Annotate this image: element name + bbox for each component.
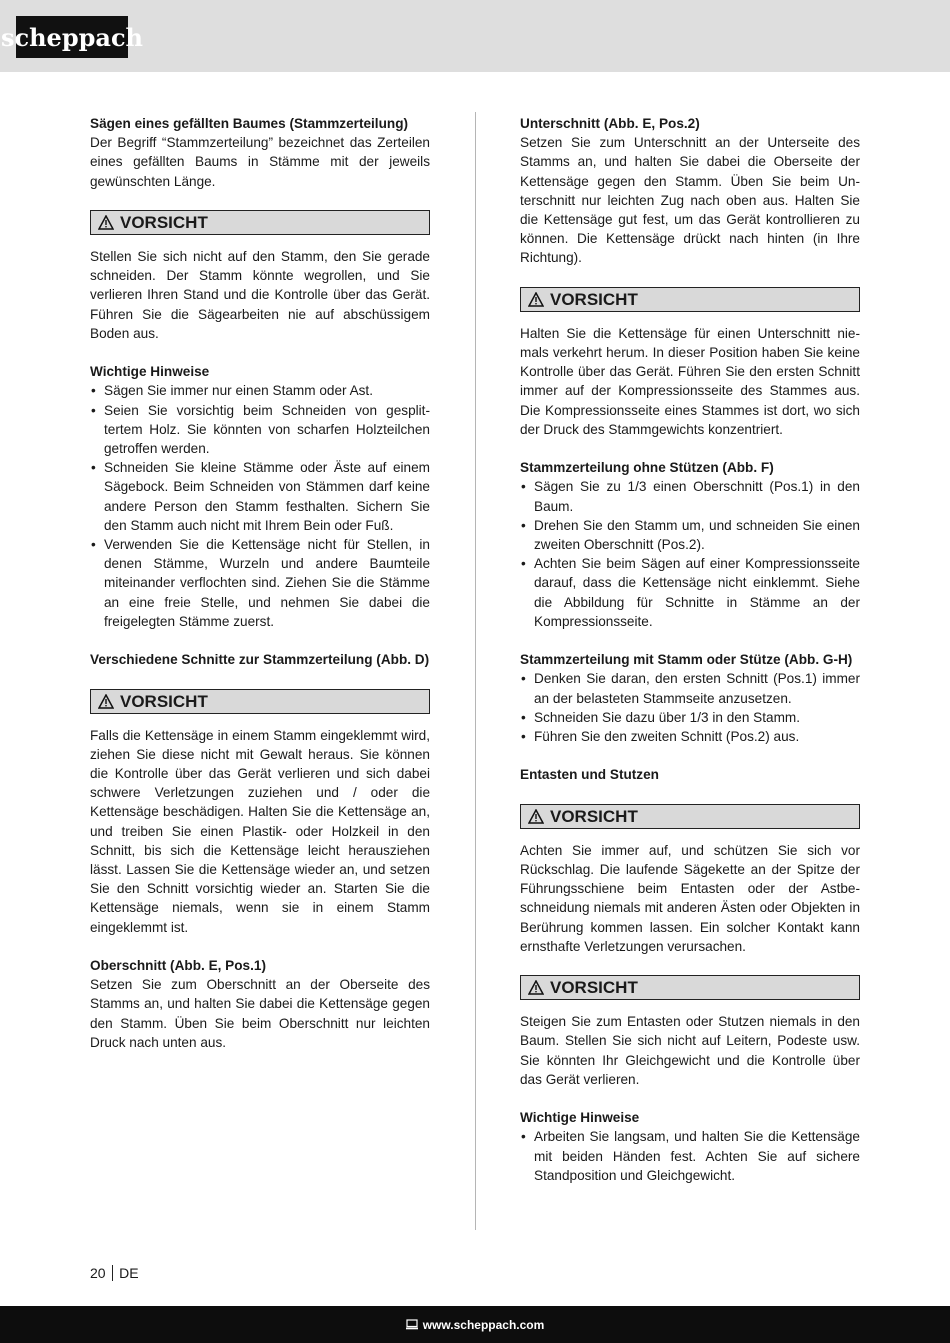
hinweise-title-right: Wichtige Hinweise xyxy=(520,1110,640,1126)
warning-icon xyxy=(528,980,544,995)
warning-text-3: Halten Sie die Kettensäge für einen Unterschnitt niemals verkehrt herum. In dieser Position haben Sie keine Kontrolle über das Gerät. Führen Sie den ersten Schnitt immer auf der Kompressionsseite des Stammes aus. Die Kompressionsseite eines Stammes ist dort, wo sich der Druck des Stammgewichts konzentriert. xyxy=(520,325,860,437)
page-separator xyxy=(112,1265,114,1281)
column-divider xyxy=(475,112,476,1230)
section-title-ohne-stuetzen: Stammzerteilung ohne Stützen (Abb. F) xyxy=(520,460,774,476)
warning-box-4 xyxy=(520,804,860,829)
page-number xyxy=(90,1265,139,1281)
warning-text-1: Stellen Sie sich nicht auf den Stamm, den Sie gerade schneiden. Der Stamm könnte wegrollen, und Sie verlieren Ihren Stand und die Kontrolle über das Gerät. Führen Sie die Sägearbeiten nie auf abschüssigem Boden aus. xyxy=(90,249,430,341)
ohne-stuetzen-list xyxy=(520,477,860,631)
list-item: • Sägen Sie immer nur einen Stamm oder Ast. xyxy=(90,381,430,400)
brand-logo: scheppach xyxy=(16,16,128,58)
list-item: • Führen Sie den zweiten Schnitt (Pos.2) aus. xyxy=(520,727,860,746)
warning-icon xyxy=(98,215,114,230)
footer-bar xyxy=(0,1306,950,1343)
list-item: • Schneiden Sie dazu über 1/3 in den Stamm. xyxy=(520,708,860,727)
section-title-entasten: Entasten und Stutzen xyxy=(520,767,659,783)
warning-box-2 xyxy=(90,689,430,714)
section-title-mit-stuetze: Stammzerteilung mit Stamm oder Stütze (Abb. G-H) xyxy=(520,652,853,668)
mit-stuetze-list xyxy=(520,669,860,746)
footer-url-link[interactable]: www.scheppach.com xyxy=(422,1317,545,1332)
computer-icon xyxy=(406,1319,418,1330)
page-language: DE xyxy=(119,1265,139,1281)
warning-label: VORSICHT xyxy=(550,978,638,998)
warning-box-5 xyxy=(520,975,860,1000)
list-item: • Verwenden Sie die Kettensäge nicht für Stellen, in denen Stämme, Wurzeln und andere Baumteile miteinander verflochten sind. Ziehen Sie die Stämme an eine freie Stelle, und nehmen Sie dabei die freigelegten Stämme zuerst. xyxy=(90,535,430,631)
list-item: • Schneiden Sie kleine Stämme oder Äste auf einem Sägebock. Beim Schneiden von Stämmen darf keine andere Person den Stamm festhalten. Sichern Sie den Stamm auch nicht mit Ihrem Bein oder Fuß. xyxy=(90,458,430,535)
warning-icon xyxy=(528,292,544,307)
header-bar xyxy=(0,0,950,72)
warning-text-5: Steigen Sie zum Entasten oder Stutzen niemals in den Baum. Stellen Sie sich nicht auf Leitern, Podeste usw. Sie könnten Ihr Gleichgewicht und die Kontrolle über das Gerät verlieren. xyxy=(520,1014,860,1087)
list-item: • Seien Sie vorsichtig beim Schneiden von gesplittertem Holz. Sie könnten von scharfen Holzteilchen getroffen werden. xyxy=(90,401,430,459)
warning-icon xyxy=(528,809,544,824)
warning-label: VORSICHT xyxy=(550,806,638,826)
section-text-oberschnitt: Setzen Sie zum Oberschnitt an der Oberseite des Stamms an, und halten Sie dabei die Kettensäge gegen den Stamm. Üben Sie beim Oberschnitt nur leichten Druck nach unten aus. xyxy=(90,977,430,1050)
list-item: • Drehen Sie den Stamm um, und schneiden Sie einen zweiten Oberschnitt (Pos.2). xyxy=(520,516,860,554)
warning-label: VORSICHT xyxy=(120,691,208,711)
section-title-schnitte: Verschiedene Schnitte zur Stammzerteilung (Abb. D) xyxy=(90,652,430,668)
hinweise-title: Wichtige Hinweise xyxy=(90,364,210,380)
right-column xyxy=(520,114,860,1185)
hinweise-list xyxy=(90,381,430,631)
section-title-oberschnitt: Oberschnitt (Abb. E, Pos.1) xyxy=(90,958,266,974)
section-title-unterschnitt: Unterschnitt (Abb. E, Pos.2) xyxy=(520,116,700,131)
warning-box-3 xyxy=(520,287,860,312)
hinweise-list-right xyxy=(520,1127,860,1185)
warning-icon xyxy=(98,694,114,709)
warning-label: VORSICHT xyxy=(550,289,638,309)
list-item: • Achten Sie beim Sägen auf einer Kompressionsseite darauf, dass die Kettensäge nicht einklemmt. Siehe die Abbildung für Schnitte in Stämme an der Kompressionsseite. xyxy=(520,554,860,631)
warning-label: VORSICHT xyxy=(120,212,208,232)
left-column xyxy=(90,114,430,1052)
page-number-value: 20 xyxy=(90,1265,106,1281)
section-text-stammzerteilung: Der Begriff “Stammzerteilung” bezeichnet das Zerteilen eines gefällten Baums in Stämme mit der jeweils gewünschten Länge. xyxy=(90,135,430,189)
list-item: • Sägen Sie zu 1/3 einen Oberschnitt (Pos.1) in den Baum. xyxy=(520,477,860,515)
section-text-unterschnitt: Setzen Sie zum Unterschnitt an der Unterseite des Stamms an, und halten Sie dabei die Oberseite der Kettensäge gegen den Stamm. Üben Sie beim Unterschnitt nur leichten Zug nach oben aus. Halten Sie die Kettensäge gut fest, um das Gerät kontrollieren zu können. Die Kettensäge drückt nach hinten (in Ihre Richtung). xyxy=(520,135,860,266)
warning-box-1 xyxy=(90,210,430,235)
warning-text-2: Falls die Kettensäge in einem Stamm eingeklemmt wird, ziehen Sie diese nicht mit Gewalt heraus. Sie können die Kontrolle über das Gerät verlieren und sich dabei schwere Verletzungen zuziehen und / oder die Kettensäge beschädigen. Halten Sie die Kettensäge an, und treiben Sie einen Plastik- oder Holzkeil in den Schnitt, bis sich die Kettensäge leicht herausziehen lässt. Lassen Sie die Kettensäge wieder an, und setzen Sie den Schnitt vorsichtig wieder an. Starten Sie die Kettensäge niemals, wenn sie in einem Stamm eingeklemmt ist. xyxy=(90,727,430,935)
section-title-stammzerteilung: Sägen eines gefällten Baumes (Stammzerteilung) xyxy=(90,116,409,131)
list-item: • Denken Sie daran, den ersten Schnitt (Pos.1) immer an der belasteten Stammseite anzusetzen. xyxy=(520,669,860,707)
list-item: • Arbeiten Sie langsam, und halten Sie die Kettensäge mit beiden Händen fest. Achten Sie auf sichere Standposition und Gleichgewicht. xyxy=(520,1127,860,1185)
warning-text-4: Achten Sie immer auf, und schützen Sie sich vor Rückschlag. Die laufende Sägekette an der Spitze der Führungsschiene beim Entasten oder der Astbeschneidung niemals mit anderen Ästen oder Objekten in Berührung kommen lassen. Ein solcher Kontakt kann ernsthafte Verletzungen verursachen. xyxy=(520,842,860,954)
